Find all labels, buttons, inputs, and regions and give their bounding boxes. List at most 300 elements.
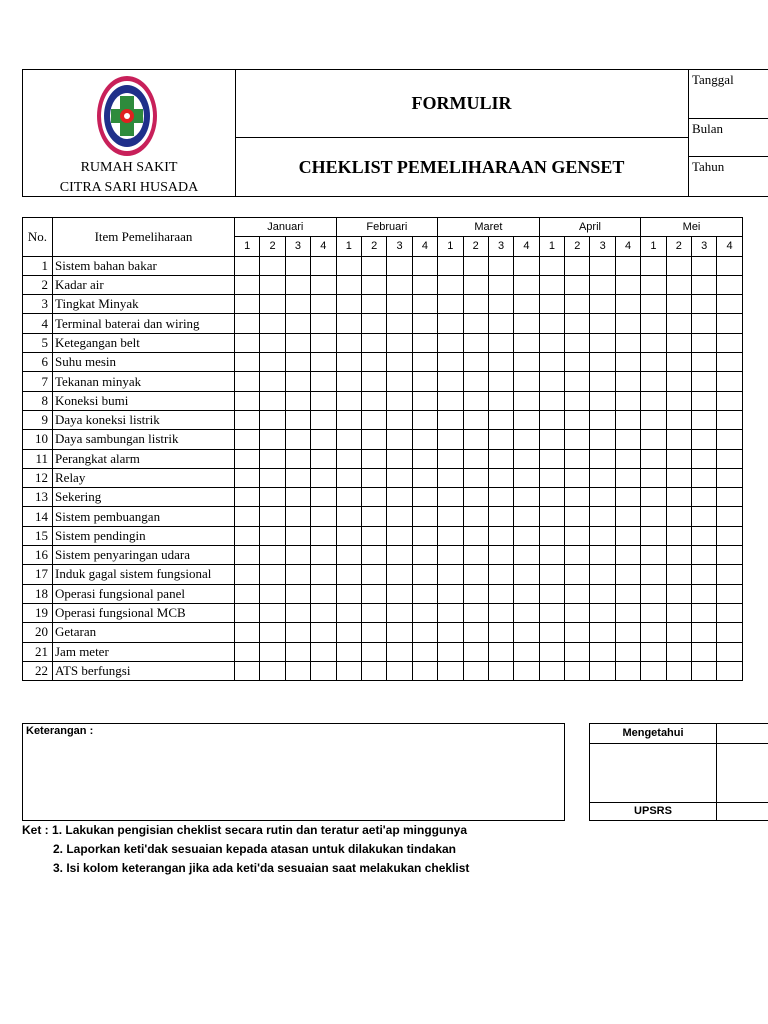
check-cell[interactable] [615, 295, 640, 314]
check-cell[interactable] [539, 410, 564, 429]
check-cell[interactable] [692, 546, 717, 565]
check-cell[interactable] [590, 565, 615, 584]
check-cell[interactable] [438, 430, 463, 449]
check-cell[interactable] [438, 526, 463, 545]
check-cell[interactable] [463, 565, 488, 584]
check-cell[interactable] [387, 391, 412, 410]
check-cell[interactable] [514, 623, 539, 642]
check-cell[interactable] [235, 603, 260, 622]
check-cell[interactable] [260, 642, 285, 661]
check-cell[interactable] [692, 603, 717, 622]
check-cell[interactable] [488, 410, 513, 429]
check-cell[interactable] [514, 430, 539, 449]
check-cell[interactable] [412, 333, 437, 352]
check-cell[interactable] [590, 468, 615, 487]
check-cell[interactable] [412, 661, 437, 680]
check-cell[interactable] [387, 430, 412, 449]
check-cell[interactable] [438, 623, 463, 642]
check-cell[interactable] [285, 584, 310, 603]
check-cell[interactable] [717, 623, 742, 642]
check-cell[interactable] [438, 353, 463, 372]
check-cell[interactable] [539, 565, 564, 584]
check-cell[interactable] [615, 410, 640, 429]
check-cell[interactable] [387, 488, 412, 507]
check-cell[interactable] [539, 430, 564, 449]
check-cell[interactable] [412, 565, 437, 584]
check-cell[interactable] [565, 526, 590, 545]
check-cell[interactable] [539, 507, 564, 526]
check-cell[interactable] [565, 314, 590, 333]
check-cell[interactable] [311, 642, 336, 661]
check-cell[interactable] [438, 372, 463, 391]
check-cell[interactable] [692, 526, 717, 545]
check-cell[interactable] [260, 565, 285, 584]
check-cell[interactable] [463, 488, 488, 507]
check-cell[interactable] [235, 468, 260, 487]
check-cell[interactable] [285, 507, 310, 526]
check-cell[interactable] [387, 546, 412, 565]
check-cell[interactable] [285, 661, 310, 680]
check-cell[interactable] [514, 546, 539, 565]
check-cell[interactable] [311, 507, 336, 526]
check-cell[interactable] [641, 333, 666, 352]
check-cell[interactable] [235, 295, 260, 314]
check-cell[interactable] [539, 488, 564, 507]
check-cell[interactable] [641, 526, 666, 545]
check-cell[interactable] [692, 661, 717, 680]
check-cell[interactable] [361, 584, 386, 603]
check-cell[interactable] [412, 584, 437, 603]
check-cell[interactable] [488, 256, 513, 275]
check-cell[interactable] [565, 468, 590, 487]
check-cell[interactable] [641, 295, 666, 314]
check-cell[interactable] [692, 488, 717, 507]
check-cell[interactable] [311, 410, 336, 429]
check-cell[interactable] [285, 275, 310, 294]
check-cell[interactable] [539, 314, 564, 333]
check-cell[interactable] [260, 391, 285, 410]
date-field-tahun[interactable]: Tahun [692, 159, 725, 174]
check-cell[interactable] [590, 488, 615, 507]
check-cell[interactable] [311, 468, 336, 487]
check-cell[interactable] [361, 507, 386, 526]
check-cell[interactable] [235, 488, 260, 507]
check-cell[interactable] [539, 256, 564, 275]
check-cell[interactable] [260, 372, 285, 391]
check-cell[interactable] [336, 256, 361, 275]
check-cell[interactable] [514, 468, 539, 487]
check-cell[interactable] [565, 256, 590, 275]
check-cell[interactable] [412, 468, 437, 487]
check-cell[interactable] [387, 526, 412, 545]
check-cell[interactable] [361, 526, 386, 545]
check-cell[interactable] [539, 333, 564, 352]
check-cell[interactable] [361, 661, 386, 680]
check-cell[interactable] [539, 526, 564, 545]
check-cell[interactable] [336, 565, 361, 584]
check-cell[interactable] [311, 603, 336, 622]
check-cell[interactable] [311, 526, 336, 545]
check-cell[interactable] [260, 430, 285, 449]
check-cell[interactable] [615, 507, 640, 526]
check-cell[interactable] [311, 353, 336, 372]
check-cell[interactable] [438, 507, 463, 526]
check-cell[interactable] [692, 314, 717, 333]
check-cell[interactable] [387, 256, 412, 275]
check-cell[interactable] [717, 275, 742, 294]
check-cell[interactable] [412, 546, 437, 565]
check-cell[interactable] [641, 507, 666, 526]
check-cell[interactable] [666, 488, 691, 507]
check-cell[interactable] [590, 372, 615, 391]
check-cell[interactable] [260, 507, 285, 526]
check-cell[interactable] [336, 410, 361, 429]
check-cell[interactable] [565, 449, 590, 468]
check-cell[interactable] [412, 642, 437, 661]
check-cell[interactable] [666, 565, 691, 584]
check-cell[interactable] [590, 526, 615, 545]
check-cell[interactable] [387, 295, 412, 314]
check-cell[interactable] [488, 353, 513, 372]
check-cell[interactable] [412, 507, 437, 526]
check-cell[interactable] [666, 526, 691, 545]
check-cell[interactable] [488, 584, 513, 603]
check-cell[interactable] [336, 546, 361, 565]
check-cell[interactable] [565, 603, 590, 622]
check-cell[interactable] [412, 372, 437, 391]
check-cell[interactable] [235, 256, 260, 275]
check-cell[interactable] [488, 449, 513, 468]
check-cell[interactable] [514, 391, 539, 410]
check-cell[interactable] [311, 449, 336, 468]
check-cell[interactable] [412, 623, 437, 642]
check-cell[interactable] [235, 584, 260, 603]
check-cell[interactable] [514, 333, 539, 352]
check-cell[interactable] [438, 295, 463, 314]
check-cell[interactable] [412, 488, 437, 507]
check-cell[interactable] [412, 410, 437, 429]
check-cell[interactable] [311, 584, 336, 603]
check-cell[interactable] [361, 333, 386, 352]
check-cell[interactable] [565, 333, 590, 352]
check-cell[interactable] [260, 333, 285, 352]
check-cell[interactable] [514, 275, 539, 294]
check-cell[interactable] [463, 333, 488, 352]
check-cell[interactable] [565, 488, 590, 507]
check-cell[interactable] [412, 314, 437, 333]
check-cell[interactable] [387, 603, 412, 622]
check-cell[interactable] [336, 449, 361, 468]
check-cell[interactable] [565, 295, 590, 314]
check-cell[interactable] [717, 526, 742, 545]
check-cell[interactable] [514, 642, 539, 661]
check-cell[interactable] [514, 314, 539, 333]
check-cell[interactable] [666, 333, 691, 352]
check-cell[interactable] [235, 526, 260, 545]
check-cell[interactable] [235, 642, 260, 661]
check-cell[interactable] [438, 449, 463, 468]
check-cell[interactable] [590, 449, 615, 468]
check-cell[interactable] [463, 391, 488, 410]
check-cell[interactable] [717, 295, 742, 314]
check-cell[interactable] [260, 468, 285, 487]
check-cell[interactable] [615, 488, 640, 507]
check-cell[interactable] [361, 488, 386, 507]
check-cell[interactable] [565, 353, 590, 372]
check-cell[interactable] [260, 526, 285, 545]
check-cell[interactable] [717, 333, 742, 352]
check-cell[interactable] [260, 584, 285, 603]
check-cell[interactable] [565, 410, 590, 429]
check-cell[interactable] [438, 256, 463, 275]
check-cell[interactable] [311, 430, 336, 449]
check-cell[interactable] [717, 410, 742, 429]
check-cell[interactable] [590, 642, 615, 661]
check-cell[interactable] [692, 507, 717, 526]
check-cell[interactable] [539, 642, 564, 661]
check-cell[interactable] [666, 353, 691, 372]
check-cell[interactable] [285, 449, 310, 468]
check-cell[interactable] [438, 488, 463, 507]
check-cell[interactable] [463, 256, 488, 275]
check-cell[interactable] [311, 546, 336, 565]
check-cell[interactable] [235, 565, 260, 584]
check-cell[interactable] [336, 391, 361, 410]
check-cell[interactable] [235, 546, 260, 565]
check-cell[interactable] [235, 430, 260, 449]
check-cell[interactable] [260, 488, 285, 507]
check-cell[interactable] [641, 603, 666, 622]
check-cell[interactable] [463, 584, 488, 603]
check-cell[interactable] [666, 410, 691, 429]
check-cell[interactable] [514, 565, 539, 584]
check-cell[interactable] [717, 584, 742, 603]
check-cell[interactable] [615, 314, 640, 333]
check-cell[interactable] [438, 546, 463, 565]
check-cell[interactable] [514, 256, 539, 275]
check-cell[interactable] [438, 661, 463, 680]
check-cell[interactable] [514, 603, 539, 622]
check-cell[interactable] [641, 565, 666, 584]
check-cell[interactable] [565, 391, 590, 410]
check-cell[interactable] [641, 430, 666, 449]
check-cell[interactable] [666, 546, 691, 565]
check-cell[interactable] [641, 391, 666, 410]
check-cell[interactable] [717, 372, 742, 391]
check-cell[interactable] [361, 353, 386, 372]
check-cell[interactable] [514, 295, 539, 314]
check-cell[interactable] [361, 410, 386, 429]
check-cell[interactable] [590, 603, 615, 622]
check-cell[interactable] [641, 488, 666, 507]
check-cell[interactable] [641, 449, 666, 468]
check-cell[interactable] [285, 256, 310, 275]
check-cell[interactable] [311, 295, 336, 314]
check-cell[interactable] [387, 372, 412, 391]
check-cell[interactable] [463, 468, 488, 487]
check-cell[interactable] [641, 661, 666, 680]
check-cell[interactable] [387, 584, 412, 603]
check-cell[interactable] [285, 488, 310, 507]
check-cell[interactable] [666, 391, 691, 410]
check-cell[interactable] [285, 333, 310, 352]
check-cell[interactable] [615, 353, 640, 372]
check-cell[interactable] [666, 623, 691, 642]
check-cell[interactable] [285, 468, 310, 487]
check-cell[interactable] [717, 256, 742, 275]
check-cell[interactable] [488, 372, 513, 391]
check-cell[interactable] [488, 391, 513, 410]
check-cell[interactable] [311, 565, 336, 584]
check-cell[interactable] [336, 353, 361, 372]
check-cell[interactable] [387, 314, 412, 333]
check-cell[interactable] [336, 314, 361, 333]
check-cell[interactable] [641, 256, 666, 275]
check-cell[interactable] [717, 391, 742, 410]
check-cell[interactable] [336, 642, 361, 661]
check-cell[interactable] [488, 430, 513, 449]
check-cell[interactable] [235, 449, 260, 468]
check-cell[interactable] [666, 256, 691, 275]
check-cell[interactable] [641, 468, 666, 487]
check-cell[interactable] [463, 353, 488, 372]
check-cell[interactable] [666, 314, 691, 333]
check-cell[interactable] [311, 256, 336, 275]
check-cell[interactable] [463, 661, 488, 680]
check-cell[interactable] [285, 410, 310, 429]
check-cell[interactable] [666, 430, 691, 449]
check-cell[interactable] [717, 642, 742, 661]
check-cell[interactable] [260, 275, 285, 294]
check-cell[interactable] [488, 488, 513, 507]
check-cell[interactable] [235, 410, 260, 429]
check-cell[interactable] [463, 449, 488, 468]
check-cell[interactable] [615, 584, 640, 603]
check-cell[interactable] [387, 565, 412, 584]
check-cell[interactable] [514, 661, 539, 680]
check-cell[interactable] [412, 449, 437, 468]
check-cell[interactable] [615, 623, 640, 642]
check-cell[interactable] [235, 372, 260, 391]
check-cell[interactable] [539, 391, 564, 410]
check-cell[interactable] [692, 410, 717, 429]
check-cell[interactable] [336, 603, 361, 622]
check-cell[interactable] [590, 333, 615, 352]
check-cell[interactable] [615, 333, 640, 352]
check-cell[interactable] [717, 546, 742, 565]
check-cell[interactable] [539, 661, 564, 680]
check-cell[interactable] [692, 430, 717, 449]
check-cell[interactable] [565, 623, 590, 642]
check-cell[interactable] [463, 507, 488, 526]
check-cell[interactable] [387, 507, 412, 526]
check-cell[interactable] [590, 410, 615, 429]
check-cell[interactable] [336, 623, 361, 642]
check-cell[interactable] [666, 275, 691, 294]
check-cell[interactable] [692, 256, 717, 275]
check-cell[interactable] [285, 603, 310, 622]
check-cell[interactable] [666, 449, 691, 468]
date-field-bulan[interactable]: Bulan [689, 119, 768, 157]
check-cell[interactable] [438, 333, 463, 352]
check-cell[interactable] [615, 449, 640, 468]
check-cell[interactable] [361, 623, 386, 642]
check-cell[interactable] [260, 410, 285, 429]
check-cell[interactable] [641, 275, 666, 294]
check-cell[interactable] [438, 603, 463, 622]
check-cell[interactable] [260, 623, 285, 642]
check-cell[interactable] [565, 430, 590, 449]
signature-area[interactable] [590, 744, 717, 802]
check-cell[interactable] [235, 391, 260, 410]
check-cell[interactable] [692, 584, 717, 603]
check-cell[interactable] [412, 275, 437, 294]
check-cell[interactable] [488, 314, 513, 333]
check-cell[interactable] [539, 603, 564, 622]
check-cell[interactable] [463, 372, 488, 391]
check-cell[interactable] [666, 295, 691, 314]
check-cell[interactable] [590, 623, 615, 642]
check-cell[interactable] [235, 623, 260, 642]
check-cell[interactable] [565, 584, 590, 603]
check-cell[interactable] [412, 603, 437, 622]
check-cell[interactable] [285, 642, 310, 661]
check-cell[interactable] [717, 449, 742, 468]
check-cell[interactable] [615, 526, 640, 545]
check-cell[interactable] [615, 372, 640, 391]
check-cell[interactable] [488, 507, 513, 526]
check-cell[interactable] [488, 333, 513, 352]
check-cell[interactable] [514, 449, 539, 468]
check-cell[interactable] [488, 661, 513, 680]
check-cell[interactable] [615, 661, 640, 680]
check-cell[interactable] [387, 333, 412, 352]
check-cell[interactable] [692, 449, 717, 468]
check-cell[interactable] [387, 410, 412, 429]
check-cell[interactable] [285, 295, 310, 314]
check-cell[interactable] [463, 623, 488, 642]
check-cell[interactable] [235, 661, 260, 680]
check-cell[interactable] [438, 314, 463, 333]
check-cell[interactable] [438, 468, 463, 487]
check-cell[interactable] [565, 507, 590, 526]
check-cell[interactable] [615, 565, 640, 584]
check-cell[interactable] [463, 546, 488, 565]
check-cell[interactable] [463, 603, 488, 622]
check-cell[interactable] [336, 468, 361, 487]
check-cell[interactable] [514, 410, 539, 429]
check-cell[interactable] [361, 449, 386, 468]
check-cell[interactable] [336, 430, 361, 449]
check-cell[interactable] [717, 603, 742, 622]
check-cell[interactable] [260, 353, 285, 372]
check-cell[interactable] [539, 623, 564, 642]
check-cell[interactable] [692, 333, 717, 352]
check-cell[interactable] [565, 372, 590, 391]
check-cell[interactable] [692, 565, 717, 584]
check-cell[interactable] [615, 468, 640, 487]
check-cell[interactable] [666, 642, 691, 661]
check-cell[interactable] [615, 603, 640, 622]
check-cell[interactable] [488, 295, 513, 314]
check-cell[interactable] [488, 546, 513, 565]
check-cell[interactable] [412, 295, 437, 314]
check-cell[interactable] [590, 256, 615, 275]
check-cell[interactable] [336, 333, 361, 352]
check-cell[interactable] [285, 430, 310, 449]
check-cell[interactable] [666, 468, 691, 487]
check-cell[interactable] [539, 295, 564, 314]
